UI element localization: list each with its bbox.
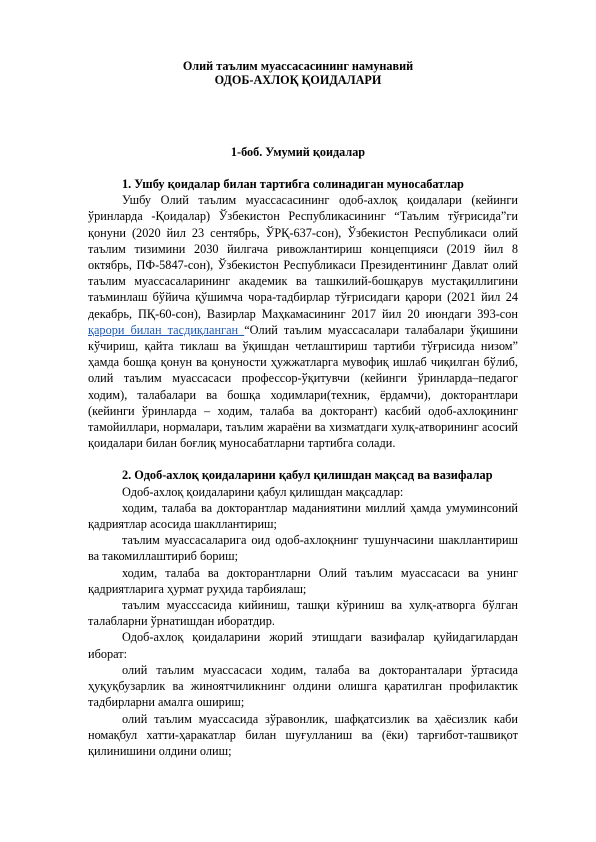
section2-paragraph: ходим, талаба ва докторантларни Олий таълим муассасаси ва унинг қадриятларига ҳурмат руҳида тарбиялаш; <box>88 565 518 596</box>
document-title-line1: Олий таълим муассасасининг намунавий <box>182 59 414 73</box>
document-title-line2: ОДОБ-АХЛОҚ ҚОИДАЛАРИ <box>214 73 382 87</box>
section2-paragraph: таълим муасссасида кийиниш, ташқи кўриниш ва хулқ-атворга бўлган талабларни ўрнатишдан иборатдир. <box>88 598 518 629</box>
section1-text-before-link: Ушбу Олий таълим муассасасининг одоб-ахлоқ қоидалари (кейинги ўринларда -Қоидалар) Ўзбекистон Республикасининг “Таълим тўғрисида”ги қонуни (2020 йил 23 сентябрь, ЎРҚ-637-сон), Ўзбекистон Республикаси олий таълим тизимини 2030 йилгача ривожлантириш концепцияси (2019 йил 8 октябрь, ПФ-5847-сон), Ўзбекистон Республикаси Президентининг Давлат олий таълим муассасаларининг академик ва ташкилий-бошқарув мустақиллигини таъминлаш бўйича қўшимча чора-тадбирлар тўғрисидаги қарори (2021 йил 24 декабрь, ПҚ-60-сон), Вазирлар Маҳкамасининг 2017 йил 20 июндаги 393-сон <box>88 193 518 321</box>
section1-heading: 1. Ушбу қоидалар билан тартибга солинадиган муносабатлар <box>122 177 464 191</box>
resolution-link[interactable]: қарори билан тасдиқланган <box>88 322 245 337</box>
section2-paragraph: Одоб-ахлоқ қоидаларини жорий этишдаги вазифалар қуйидагилардан иборат: <box>88 630 518 661</box>
section2-paragraph: ходим, талаба ва докторантлар маданиятини миллий ҳамда умуминсоний қадриятлар асосида шакллантириш; <box>88 500 518 532</box>
section2-paragraph: Одоб-ахлоқ қоидаларини қабул қилишдан мақсадлар: <box>122 484 404 499</box>
section2-paragraph: олий таълим муассасида зўравонлик, шафқатсизлик ва ҳаёсизлик каби номақбул хатти-ҳаракатлар билан шуғулланиш ва (ёки) тарғибот-ташвиқот қилинишини олдини олиш; <box>88 711 518 758</box>
section2-heading: 2. Одоб-ахлоқ қоидаларини қабул қилишдан мақсад ва вазифалар <box>122 468 493 483</box>
section2-paragraph: таълим муассасаларига оид одоб-ахлоқнинг тушунчасини шакллантириш ва такомиллаштириб бориш; <box>88 533 518 564</box>
document-body <box>88 176 518 759</box>
chapter-heading: 1-боб. Умумий қоидалар <box>230 145 366 159</box>
section1-text-after-link: “Олий таълим муассасалари талабалари ўқишини кўчириш, қайта тиклаш ва ўқишдан четлаштириш тартиби тўғрисида низом” ҳамда бошқа қонун ва қонуности ҳужжатларга мувофиқ ишлаб чиқилган бўлиб, олий таълим муассасаси профессор-ўқитувчи (кейинги ўринларда–педагог ходим), талабалари ва бошқа ходимлари(техник, ёрдамчи), докторантлари (кейинги ўринларда – ходим, талаба ва докторант) касбий одоб-ахлоқининг тамойиллари, нормалари, таълим жараёни ва хизматдаги хулқ-атворининг асосий қоидалари билан боғлиқ муносабатларни тартибга солади. <box>88 322 519 451</box>
section2-paragraph: олий таълим муассасаси ходим, талаба ва докторанталари ўртасида ҳуқуқбузарлик ва жиноятчиликнинг олдини олишга қаратилган профилактик тадбирларни амалга ошириш; <box>88 662 518 710</box>
section1-paragraph <box>88 192 518 451</box>
